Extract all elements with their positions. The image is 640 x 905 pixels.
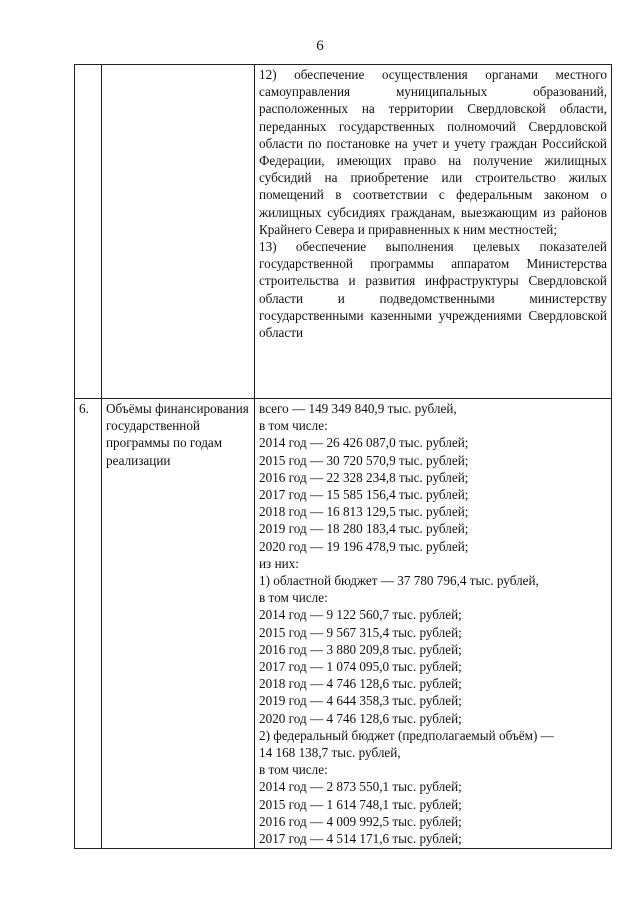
- item-13-text: 13) обеспечение выполнения целевых показателей государственной программы аппаратом Министерства строительства и развития инфраструктуры Свердловской области и подведомственными министерству государственными казенными учреждениями Свердловской области: [259, 239, 607, 341]
- financing-line: 1) областной бюджет — 37 780 796,4 тыс. рублей,: [259, 573, 539, 589]
- financing-line: 2015 год — 1 614 748,1 тыс. рублей;: [259, 796, 462, 812]
- financing-line: 2015 год — 9 567 315,4 тыс. рублей;: [259, 624, 462, 640]
- financing-line: 14 168 138,7 тыс. рублей,: [259, 745, 401, 761]
- financing-line: 2017 год — 1 074 095,0 тыс. рублей;: [259, 659, 462, 675]
- financing-line: 2018 год — 16 813 129,5 тыс. рублей;: [259, 504, 469, 520]
- financing-line: 2014 год — 9 122 560,7 тыс. рублей;: [259, 607, 462, 623]
- financing-line: в том числе:: [259, 418, 328, 434]
- table-row-continued: [75, 65, 612, 399]
- financing-line: 2018 год — 4 746 128,6 тыс. рублей;: [259, 676, 462, 692]
- financing-line: 2) федеральный бюджет (предполагаемый объём) —: [259, 727, 554, 743]
- financing-line: 2014 год — 26 426 087,0 тыс. рублей;: [259, 435, 469, 451]
- row-number-cell: 6.: [75, 399, 102, 849]
- financing-line: 2019 год — 18 280 183,4 тыс. рублей;: [259, 521, 469, 537]
- row-title-cell: Объёмы финансирования государственной программы по годам реализации: [102, 399, 255, 849]
- page-number: 6: [316, 38, 324, 54]
- financing-line: всего — 149 349 840,9 тыс. рублей,: [259, 401, 457, 416]
- financing-line: из них:: [259, 555, 299, 571]
- item-12-text: 12) обеспечение осуществления органами местного самоуправления муниципальных образований, расположенных на территории Свердловской области, переданных государственных полномочий Свердловской области по постановке на учет и учету граждан Российской Федерации, имеющих право на получение жилищных субсидий на приобретение или строительство жилых помещений в соответствии с федеральным законом о жилищных субсидиях гражданам, выезжающим из районов Крайнего Севера и приравненных к ним местностей;: [259, 67, 607, 237]
- table-row-financing: [75, 399, 612, 849]
- financing-line: 2017 год — 15 585 156,4 тыс. рублей;: [259, 487, 469, 503]
- financing-line: 2016 год — 4 009 992,5 тыс. рублей;: [259, 813, 462, 829]
- financing-line: 2014 год — 2 873 550,1 тыс. рублей;: [259, 779, 462, 795]
- financing-line: 2017 год — 4 514 171,6 тыс. рублей;: [259, 831, 462, 847]
- row-title-cell-empty: [102, 65, 255, 399]
- financing-line: в том числе:: [259, 762, 328, 778]
- row-content-cell: [255, 65, 612, 399]
- financing-line: 2020 год — 4 746 128,6 тыс. рублей;: [259, 710, 462, 726]
- financing-lines-cell: [255, 399, 612, 849]
- financing-line: 2015 год — 30 720 570,9 тыс. рублей;: [259, 452, 469, 468]
- financing-line: 2016 год — 3 880 209,8 тыс. рублей;: [259, 641, 462, 657]
- financing-line: в том числе:: [259, 590, 328, 606]
- passport-table: [74, 64, 612, 849]
- financing-line: 2020 год — 19 196 478,9 тыс. рублей;: [259, 538, 469, 554]
- financing-line: 2016 год — 22 328 234,8 тыс. рублей;: [259, 469, 469, 485]
- row-number-cell-empty: [75, 65, 102, 399]
- financing-line: 2019 год — 4 644 358,3 тыс. рублей;: [259, 693, 462, 709]
